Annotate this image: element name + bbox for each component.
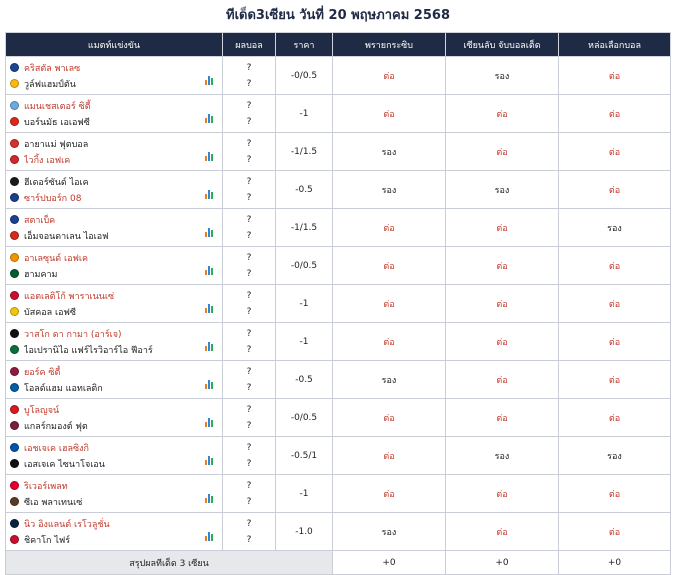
home-team-crest-icon (10, 253, 19, 262)
score-home: ? (246, 138, 252, 149)
table-row (6, 361, 671, 399)
score-away: ? (246, 496, 252, 507)
score-away: ? (246, 534, 252, 545)
stats-chart-icon[interactable] (205, 304, 214, 313)
home-team-name: บูโลญจน์ (24, 405, 60, 416)
tipster-2-pick: ต่อ (446, 513, 559, 551)
home-team-crest-icon (10, 215, 19, 224)
score-away: ? (246, 268, 252, 279)
score-home: ? (246, 100, 252, 111)
tipster-1-pick: ต่อ (333, 95, 446, 133)
score-cell (223, 95, 276, 133)
tipster-1-pick: รอง (333, 171, 446, 209)
price-cell: -1 (276, 285, 333, 323)
stats-chart-icon[interactable] (205, 418, 214, 427)
home-team[interactable] (10, 402, 218, 418)
score-away: ? (246, 382, 252, 393)
tipster-3-pick: ต่อ (559, 247, 671, 285)
home-team-name: แอตเลติโก้ พาราเนนเซ่ (24, 291, 115, 302)
tipster-1-pick: รอง (333, 513, 446, 551)
away-team-name: เอ็มจอนดาเลน ไอเอฟ (24, 231, 109, 242)
score-home: ? (246, 214, 252, 225)
header-tipster-1: พรายกระซิบ (333, 33, 446, 57)
tipster-2-pick: ต่อ (446, 247, 559, 285)
table-row (6, 95, 671, 133)
score-home: ? (246, 290, 252, 301)
stats-chart-icon[interactable] (205, 380, 214, 389)
tipster-1-pick: ต่อ (333, 247, 446, 285)
tipster-2-pick: ต่อ (446, 95, 559, 133)
score-home: ? (246, 366, 252, 377)
home-team[interactable] (10, 288, 218, 304)
table-row (6, 475, 671, 513)
home-team-crest-icon (10, 405, 19, 414)
home-team-crest-icon (10, 519, 19, 528)
home-team-crest-icon (10, 481, 19, 490)
tipster-2-pick: ต่อ (446, 399, 559, 437)
away-team-crest-icon (10, 307, 19, 316)
away-team-name: แกลร์กมองต์ ฟุต (24, 421, 88, 432)
score-cell (223, 513, 276, 551)
home-team[interactable] (10, 250, 218, 266)
tipster-3-pick: ต่อ (559, 57, 671, 95)
away-team-crest-icon (10, 497, 19, 506)
away-team-name: ซาร์ปบอร์ก 08 (24, 193, 82, 204)
tipster-1-pick: ต่อ (333, 437, 446, 475)
tipster-1-pick: รอง (333, 133, 446, 171)
home-team-name: วาสโก ดา กามา (อาร์เจ) (24, 329, 122, 340)
home-team[interactable] (10, 326, 218, 342)
tipster-3-pick: ต่อ (559, 399, 671, 437)
score-away: ? (246, 458, 252, 469)
stats-chart-icon[interactable] (205, 190, 214, 199)
price-cell: -0.5/1 (276, 437, 333, 475)
price-cell: -1/1.5 (276, 209, 333, 247)
score-away: ? (246, 420, 252, 431)
tipster-1-pick: ต่อ (333, 209, 446, 247)
score-home: ? (246, 480, 252, 491)
tipster-1-pick: ต่อ (333, 323, 446, 361)
away-team-name: วูล์ฟแฮมป์ตัน (24, 79, 76, 90)
home-team[interactable] (10, 478, 218, 494)
tipster-2-pick: รอง (446, 437, 559, 475)
away-team[interactable] (10, 456, 218, 472)
away-team[interactable] (10, 494, 218, 510)
away-team-name: โอลด์แฮม แอทเลติก (24, 383, 103, 394)
header-price: ราคา (276, 33, 333, 57)
away-team-name: ชิคาโก ไฟร์ (24, 535, 71, 546)
summary-tipster-1: +0 (333, 551, 446, 575)
score-home: ? (246, 62, 252, 73)
table-row (6, 513, 671, 551)
stats-chart-icon[interactable] (205, 456, 214, 465)
tipster-3-pick: ต่อ (559, 133, 671, 171)
home-team[interactable] (10, 98, 218, 114)
away-team-crest-icon (10, 421, 19, 430)
home-team-name: นิว อิงแลนด์ เรโวลูชั่น (24, 519, 110, 530)
header-match: แมตท์แข่งขัน (6, 33, 223, 57)
home-team[interactable] (10, 174, 218, 190)
score-home: ? (246, 176, 252, 187)
stats-chart-icon[interactable] (205, 532, 214, 541)
tips-table (5, 32, 671, 575)
match-cell (6, 247, 223, 285)
tipster-1-pick: ต่อ (333, 57, 446, 95)
home-team-crest-icon (10, 101, 19, 110)
table-row (6, 285, 671, 323)
away-team-name: เอสเจเค ไซนาโจเอน (24, 459, 105, 470)
score-cell (223, 437, 276, 475)
match-cell (6, 95, 223, 133)
score-cell (223, 57, 276, 95)
home-team-name: สตาเบ็ค (24, 215, 56, 226)
table-row (6, 133, 671, 171)
away-team[interactable] (10, 152, 218, 168)
header-score: ผลบอล (223, 33, 276, 57)
table-row (6, 247, 671, 285)
home-team-name: อายาแม่ ฟุตบอล (24, 139, 89, 150)
table-body (6, 57, 671, 551)
away-team-crest-icon (10, 345, 19, 354)
score-home: ? (246, 328, 252, 339)
away-team-crest-icon (10, 535, 19, 544)
stats-chart-icon[interactable] (205, 228, 214, 237)
away-team-crest-icon (10, 231, 19, 240)
home-team-crest-icon (10, 177, 19, 186)
score-cell (223, 285, 276, 323)
score-away: ? (246, 230, 252, 241)
home-team[interactable] (10, 440, 218, 456)
home-team-crest-icon (10, 139, 19, 148)
tipster-2-pick: ต่อ (446, 361, 559, 399)
score-cell (223, 247, 276, 285)
tipster-2-pick: ต่อ (446, 285, 559, 323)
price-cell: -1 (276, 95, 333, 133)
score-away: ? (246, 154, 252, 165)
summary-row (6, 551, 671, 575)
match-cell (6, 399, 223, 437)
away-team-name: บอร์นมัธ เอเอฟซี (24, 117, 90, 128)
tipster-2-pick: ต่อ (446, 323, 559, 361)
price-cell: -0/0.5 (276, 399, 333, 437)
score-away: ? (246, 78, 252, 89)
match-cell (6, 209, 223, 247)
away-team-crest-icon (10, 459, 19, 468)
tipster-1-pick: ต่อ (333, 285, 446, 323)
score-cell (223, 361, 276, 399)
score-cell (223, 399, 276, 437)
away-team[interactable] (10, 380, 218, 396)
home-team[interactable] (10, 516, 218, 532)
home-team[interactable] (10, 364, 218, 380)
score-away: ? (246, 116, 252, 127)
score-away: ? (246, 344, 252, 355)
away-team-crest-icon (10, 79, 19, 88)
stats-chart-icon[interactable] (205, 342, 214, 351)
stats-chart-icon[interactable] (205, 152, 214, 161)
away-team[interactable] (10, 342, 218, 358)
tipster-3-pick: รอง (559, 209, 671, 247)
table-row (6, 399, 671, 437)
match-cell (6, 57, 223, 95)
tipster-2-pick: รอง (446, 171, 559, 209)
away-team[interactable] (10, 190, 218, 206)
home-team-name: ยอร์ค ซิตี้ (24, 367, 61, 378)
page-title: ทีเด็ด3เซียน วันที่ 20 พฤษภาคม 2568 (226, 8, 450, 23)
score-cell (223, 171, 276, 209)
score-home: ? (246, 518, 252, 529)
tipster-3-pick: ต่อ (559, 285, 671, 323)
away-team-name: บัสคอล เอฟซี (24, 307, 76, 318)
stats-chart-icon[interactable] (205, 494, 214, 503)
home-team[interactable] (10, 212, 218, 228)
away-team[interactable] (10, 228, 218, 244)
home-team-name: เอชเจเค เฮลซิงกิ (24, 443, 89, 454)
away-team-crest-icon (10, 383, 19, 392)
match-cell (6, 513, 223, 551)
stats-chart-icon[interactable] (205, 266, 214, 275)
away-team[interactable] (10, 418, 218, 434)
header-tipster-2: เซียนลับ จับบอลเต็ด (446, 33, 559, 57)
tipster-3-pick: รอง (559, 437, 671, 475)
score-cell (223, 475, 276, 513)
away-team-name: ซีเอ พลาเทนเซ่ (24, 497, 83, 508)
tipster-1-pick: รอง (333, 361, 446, 399)
home-team-name: แมนเชสเตอร์ ซิตี้ (24, 101, 91, 112)
match-cell (6, 323, 223, 361)
tipster-2-pick: ต่อ (446, 133, 559, 171)
match-cell (6, 285, 223, 323)
header-tipster-3: หล่อเลือกบอล (559, 33, 671, 57)
home-team-crest-icon (10, 329, 19, 338)
summary-label: สรุปผลทีเด็ด 3 เซียน (6, 551, 333, 575)
home-team-crest-icon (10, 291, 19, 300)
score-cell (223, 209, 276, 247)
home-team-crest-icon (10, 443, 19, 452)
score-away: ? (246, 192, 252, 203)
match-cell (6, 437, 223, 475)
tipster-3-pick: ต่อ (559, 323, 671, 361)
match-cell (6, 133, 223, 171)
score-home: ? (246, 252, 252, 263)
tipster-2-pick: ต่อ (446, 475, 559, 513)
home-team-crest-icon (10, 63, 19, 72)
match-cell (6, 475, 223, 513)
tipster-2-pick: รอง (446, 57, 559, 95)
price-cell: -0.5 (276, 361, 333, 399)
tipster-1-pick: ต่อ (333, 475, 446, 513)
tipster-3-pick: ต่อ (559, 171, 671, 209)
away-team-crest-icon (10, 269, 19, 278)
home-team-crest-icon (10, 367, 19, 376)
tipster-3-pick: ต่อ (559, 95, 671, 133)
price-cell: -1 (276, 475, 333, 513)
home-team-name: อาเลซุนด์ เอฟเค (24, 253, 88, 264)
away-team-name: ไวกิ้ง เอฟเค (24, 155, 71, 166)
away-team[interactable] (10, 266, 218, 282)
away-team-crest-icon (10, 193, 19, 202)
price-cell: -0.5 (276, 171, 333, 209)
away-team[interactable] (10, 76, 218, 92)
price-cell: -1 (276, 323, 333, 361)
score-cell (223, 133, 276, 171)
home-team-name: ริเวอร์เพลท (24, 481, 68, 492)
price-cell: -1/1.5 (276, 133, 333, 171)
price-cell: -0/0.5 (276, 247, 333, 285)
summary-tipster-3: +0 (559, 551, 671, 575)
away-team[interactable] (10, 532, 218, 548)
away-team[interactable] (10, 304, 218, 320)
table-row (6, 437, 671, 475)
away-team-crest-icon (10, 155, 19, 164)
score-home: ? (246, 442, 252, 453)
home-team-name: คริสตัล พาเลซ (24, 63, 81, 74)
home-team[interactable] (10, 136, 218, 152)
table-row (6, 323, 671, 361)
table-row (6, 171, 671, 209)
match-cell (6, 361, 223, 399)
price-cell: -1.0 (276, 513, 333, 551)
table-header-row (6, 33, 671, 57)
table-row (6, 57, 671, 95)
score-cell (223, 323, 276, 361)
table-row (6, 209, 671, 247)
away-team-crest-icon (10, 117, 19, 126)
away-team-name: ฮามคาม (24, 269, 58, 280)
score-home: ? (246, 404, 252, 415)
tipster-3-pick: ต่อ (559, 475, 671, 513)
score-away: ? (246, 306, 252, 317)
stats-chart-icon[interactable] (205, 114, 214, 123)
home-team-name: ฮีเดอร์ซันด์ ไอเค (24, 177, 89, 188)
tipster-2-pick: ต่อ (446, 209, 559, 247)
summary-tipster-2: +0 (446, 551, 559, 575)
away-team-name: ไอเปรานิไอ แฟร์ไรวิอาร์ไอ ฟีอาร์ (24, 345, 153, 356)
tipster-1-pick: ต่อ (333, 399, 446, 437)
price-cell: -0/0.5 (276, 57, 333, 95)
stats-chart-icon[interactable] (205, 76, 214, 85)
tipster-3-pick: ต่อ (559, 361, 671, 399)
tipster-3-pick: ต่อ (559, 513, 671, 551)
home-team[interactable] (10, 60, 218, 76)
away-team[interactable] (10, 114, 218, 130)
match-cell (6, 171, 223, 209)
